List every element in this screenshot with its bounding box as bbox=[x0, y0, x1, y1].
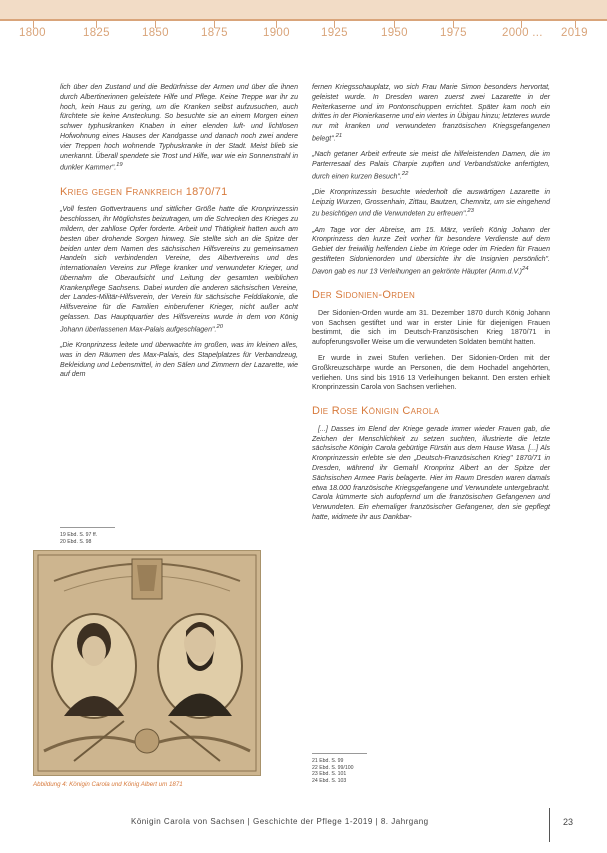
figure-caption: Abbildung 4: Königin Carola und König Albert um 1871 bbox=[33, 781, 183, 788]
paragraph: [...] Dasses im Elend der Kriege gerade immer wieder Frauen gab, die Zeichen der Menschlichkeit zu setzen suchten, illustrierte die letzte sächsische Königin Carola gebürtige Fürstin aus dem Hause Wasa. [...] Als Kronprinzessin erlebte sie den „Deutsch-Französischen Krieg" 1870/71 in Dresden, während ihr Gemahl Kronprinz Albert an der Spitze der Sächsischen Armee Paris belagerte. Hier im Raum Dresden waren damals etwa 18.000 französische Kriegsgefangene und Verwundete untergebracht. Carola kümmerte sich aufopfernd um die französischen Gefangenen und Verwundeten. Ein ehemaliger französischer Gefangener, den sie gepflegt hatte, widmete ihr aus Dankbar- bbox=[312, 425, 550, 522]
paragraph: Der Sidonien-Orden wurde am 31. Dezember 1870 durch König Johann von Sachsen gestiftet und war in erster Linie für diejenigen Frauen bestimmt, die sich im Deutsch-Französischen Krieg 1870/71 in aufopferungsvoller Weise um die verwundeten Soldaten bemüht hatten. bbox=[312, 309, 550, 347]
footnote: 19 Ebd. S. 97 ff. bbox=[60, 532, 98, 538]
paragraph bbox=[312, 83, 550, 144]
footnotes-left bbox=[60, 532, 290, 545]
footnote-ref: 22 bbox=[401, 170, 409, 177]
timeline-year: 2000 ... bbox=[502, 27, 543, 39]
timeline-year: 1950 bbox=[381, 27, 408, 39]
section-heading-krieg: Krieg gegen Frankreich 1870/71 bbox=[60, 185, 228, 198]
timeline-year: 2019 bbox=[561, 27, 588, 39]
paragraph bbox=[60, 83, 298, 174]
paragraph-text: lich über den Zustand und die Bedürfnisse der Armen und über die ihnen durch Albertinerinnen geleistete Hilfe und Pflege. Keine Treppe war ihr zu hoch, kein Haus zu gering, um die Kranken selbst aufzusuchen, auch fürchtete sie keine Ansteckung. So besuchte sie an einem Morgen einen schwer typhuskranken Knaben in einer elenden luft- und lichtlosen Hofwohnung eines Hauses der Kandgasse und danach noch zwei andere vier Treppen hoch wohnende Typhuskranke in der Stadt. Meist blieb sie unerkannt. Überall spendete sie Trost und Hilfe, war wie ein Sonnenstrahl in dunkler Kammer". bbox=[60, 84, 298, 172]
paragraph-text: „Nach getaner Arbeit erfreute sie meist die hilfeleistenden Damen, die im Parterresaal des Palais Charpie zupften und Verbandstücke anfertigten, durch einen kurzen Besuch". bbox=[312, 151, 550, 181]
timeline-year: 1925 bbox=[321, 27, 348, 39]
footer-text: Königin Carola von Sachsen | Geschichte der Pflege 1-2019 | 8. Jahrgang bbox=[131, 817, 429, 826]
portrait-engraving-illustration bbox=[34, 551, 260, 775]
paragraph: Er wurde in zwei Stufen verliehen. Der Sidonien-Orden mit der Großkreuzschärpe wurde an Personen, die dem Hochadel angehörten, verliehen. Uns sind bis 1916 13 Verleihungen bekannt. Den ersten erhielt Kronprinzessin Carola von Sachsen verliehen. bbox=[312, 354, 550, 392]
timeline-year: 1825 bbox=[83, 27, 110, 39]
footnote-ref: 21 bbox=[335, 132, 343, 139]
timeline-year: 1800 bbox=[19, 27, 46, 39]
section-heading-rose: Die Rose Königin Carola bbox=[312, 405, 440, 418]
footnote: 20 Ebd. S. 98 bbox=[60, 538, 92, 545]
footnote-rule bbox=[312, 753, 367, 754]
footnote: 22 Ebd. S. 99/100 bbox=[312, 764, 354, 771]
paragraph-text: „Voll festen Gottvertrauens und sittlicher Größe hatte die Kronprinzessin beschlossen, ihr Möglichstes beizutragen, um die Schrecken des Krieges zu mildern, der zahllose Opfer forderte. Arbeit und Thätigkeit hatten auch am besten über drohende Sorgen hinweg. Sie stellte sich an die Spitze der beiden unter dem Namen des sächsischen Hilfsvereins zu gemeinsamen Handeln sich verbindenden Vereine, des Albertvereins und des internationalen Vereins zur Pflege kranker und verwundeter Krieger, und übernahm die Oberaufsicht und Leitung der gesamten weiblichen Krankenpflege Sachsens. Dabei wurden die anderen sächsischen Vereine, der Landes-Militär-Hilfsverein, der Verein für sächsische Felddiakonie, die Hilfsvereine für die Familien einberufener Krieger, nicht außer acht gelassen. Das Hauptquartier des Hilfsvereins wurde in dem von König Johann überlassenen Max-Palais aufgeschlagen". bbox=[60, 206, 298, 334]
timeline-band bbox=[0, 0, 607, 20]
timeline-year: 1900 bbox=[263, 27, 290, 39]
paragraph bbox=[312, 150, 550, 182]
paragraph-text: fernen Kriegsschauplatz, wo sich Frau Marie Simon besonders hervortat, geleistet wurde. In Dresden waren zuerst zwei Lazarette in der Reiterkaserne und im Pontonschuppen errichtet. Später kam noch ein drittes in der Pionierkaserne und ein viertes in Übigau hinzu; letzteres wurde nur mit kranken und verwundeten französischen Kriegsgefangenen belegt". bbox=[312, 84, 550, 143]
footnote-ref: 19 bbox=[116, 162, 123, 169]
left-column bbox=[60, 83, 298, 386]
page-number: 23 bbox=[563, 817, 574, 827]
footnote: 24 Ebd. S. 103 bbox=[312, 777, 347, 784]
footnote: 21 Ebd. S. 99 bbox=[312, 758, 344, 764]
paragraph-text: „Die Kronprinzessin besuchte wiederholt die auswärtigen Lazarette in Leipzig Wurzen, Grossenhain, Zittau, Bautzen, Chemnitz, um sie eingehend zu besichtigen und die Verwundeten zu erfreuen". bbox=[312, 188, 550, 218]
timeline-year: 1875 bbox=[201, 27, 228, 39]
footnote-rule bbox=[60, 527, 115, 528]
timeline-header bbox=[0, 0, 607, 48]
paragraph bbox=[312, 226, 550, 277]
paragraph bbox=[60, 205, 298, 335]
footer-divider bbox=[549, 808, 550, 842]
section-heading-sidonien: Der Sidonien-Orden bbox=[312, 288, 416, 301]
paragraph bbox=[312, 188, 550, 220]
footnote-ref: 24 bbox=[521, 265, 529, 272]
paragraph: „Die Kronprinzess leitete und überwachte im großen, was im kleinen alles, was in den Räumen des Max-Palais, des Stapelplatzes für Verbandzeug, Bekleidung und Lebensmittel, in den Sälen und Zimmern der Lazarette, wie auf dem bbox=[60, 342, 298, 379]
footnote-ref: 20 bbox=[216, 323, 223, 330]
portrait-figure bbox=[33, 550, 261, 776]
footnotes-right bbox=[312, 758, 542, 784]
footnote: 23 Ebd. S. 101 bbox=[312, 771, 347, 778]
timeline-line bbox=[0, 19, 607, 21]
right-column bbox=[312, 83, 550, 529]
paragraph-text: „Am Tage vor der Abreise, am 15. März, verlieh König Johann der Kronprinzess den kurze Zeit vorher für besondere Verdienste auf dem Gebiet der freiwillig helfenden Liebe im Kriege oder im Frieden für Frauen gestifteten Sidonienorden und übersichte ihr die Insignien persönlich". Davon gab es nur 13 Verleihungen an gekrönte Häupter (Anm.d.V.) bbox=[312, 226, 550, 276]
timeline-year: 1975 bbox=[440, 27, 467, 39]
timeline-year: 1850 bbox=[142, 27, 169, 39]
footnote-ref: 23 bbox=[467, 208, 474, 215]
